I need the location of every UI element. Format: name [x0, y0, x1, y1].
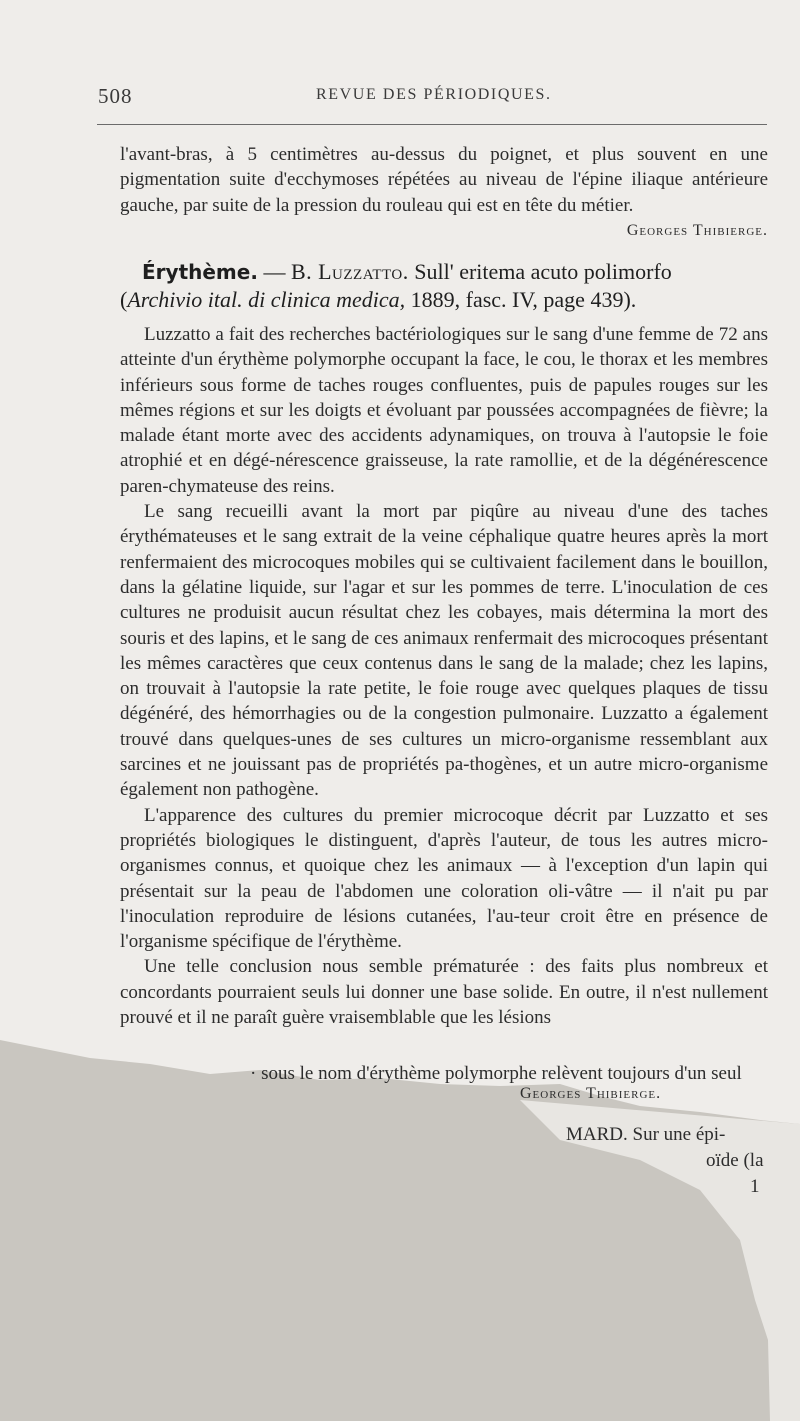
- journal-name: Archivio ital. di clinica medica,: [127, 287, 406, 312]
- article-body: [120, 322, 768, 1030]
- paragraph-2: Le sang recueilli avant la mort par piqûre au niveau d'une des taches érythémateuses et le sang extrait de la veine céphalique quatre heures après la mort renfermaient des microcoques mobiles qui se cultivaient facilement dans le bouillon, dans la gélatine liquide, sur l'agar et sur les pommes de terre. L'inoculation de ces cultures ne produisit aucun résultat chez les cobayes, mais détermina la mort des souris et des lapins, et le sang de ces animaux renfermait des microcoques présentant les mêmes caractères que ceux contenus dans le sang de la malade; chez les lapins, on trouvait à l'autopsie la rate petite, le foie rouge avec quelques plaques de tissu dégénéré, des hémorrhagies ou de la congestion pulmonaire. Luzzatto a également trouvé dans quelques-unes de ses cultures un micro-organisme ressemblant aux sarcines et ne jouissant pas de propriétés pa-thogènes, et un autre micro-organisme également non pathogène.: [120, 501, 768, 801]
- paragraph-1: Luzzatto a fait des recherches bactériologiques sur le sang d'une femme de 72 ans atteinte d'un érythème polymorphe occupant la face, le cou, le thorax et les membres inférieurs sous forme de taches rouges confluentes, puis de papules rouges sur les mêmes régions et sur les doigts et évoluant par poussées accompagnées de fièvre; la malade étant morte avec des accidents adynamiques, on trouva à l'autopsie le foie atrophié et en dégé-nérescence graisseuse, la rate ramollie, et de la dégénérescence paren-chymateuse des reins.: [120, 324, 768, 497]
- partial-line: · sous le nom d'érythème polymorphe relèvent toujours d'un seul: [250, 1063, 742, 1084]
- page-header: [0, 78, 800, 108]
- article-signature: Georges Thibierge.: [520, 1085, 662, 1102]
- paragraph-3: L'apparence des cultures du premier microcoque décrit par Luzzatto et ses propriétés biologiques le distinguent, d'après l'auteur, de tous les autres micro-organismes connus, et quoique chez les animaux — à l'exception d'un lapin qui présentait sur la peau de l'abdomen une coloration oli-vâtre — il n'ait pu par l'inoculation reproduire de lésions cutanées, l'au-teur croit être en présence de l'organisme spécifique de l'érythème.: [120, 804, 768, 953]
- article-author: B. Luzzatto.: [290, 259, 409, 284]
- fragment-line-2: oïde (la: [706, 1150, 764, 1171]
- fragment-line-1: MARD. Sur une épi-: [566, 1124, 726, 1145]
- article-title-rest: Sull' eritema acuto polimorfo: [408, 259, 672, 284]
- header-rule: [97, 124, 767, 125]
- article-title: Érythème. — B. Luzzatto. Sull' eritema acuto polimorfo (Archivio ital. di clinica medica, 1889, fasc. IV, page 439).: [142, 258, 768, 314]
- previous-article-signature: Georges Thibierge.: [626, 221, 768, 239]
- previous-article-text: l'avant-bras, à 5 centimètres au-dessus du poignet, et plus souvent en une pigmentation suite d'ecchymoses répétées au niveau de l'épine iliaque antérieure gauche, par suite de la pression du rouleau qui est en tête du métier. Georges Thibierge.: [120, 142, 768, 218]
- running-head: REVUE DES PÉRIODIQUES.: [316, 86, 552, 103]
- torn-page-region: [0, 1040, 800, 1421]
- article-journal: (Archivio ital. di clinica medica, 1889, fasc. IV, page 439).: [120, 287, 637, 312]
- paragraph-4: Une telle conclusion nous semble prématurée : des faits plus nombreux et concordants pourraient seuls lui donner une base solide. En outre, il n'est nullement prouvé et il ne paraît guère vraisemblable que les lésions: [120, 956, 768, 1029]
- fragment-line-3: 1: [750, 1176, 760, 1197]
- previous-article-tail: [120, 142, 768, 243]
- article-title-bold: Érythème.: [142, 260, 258, 284]
- page-number: 508: [98, 84, 133, 108]
